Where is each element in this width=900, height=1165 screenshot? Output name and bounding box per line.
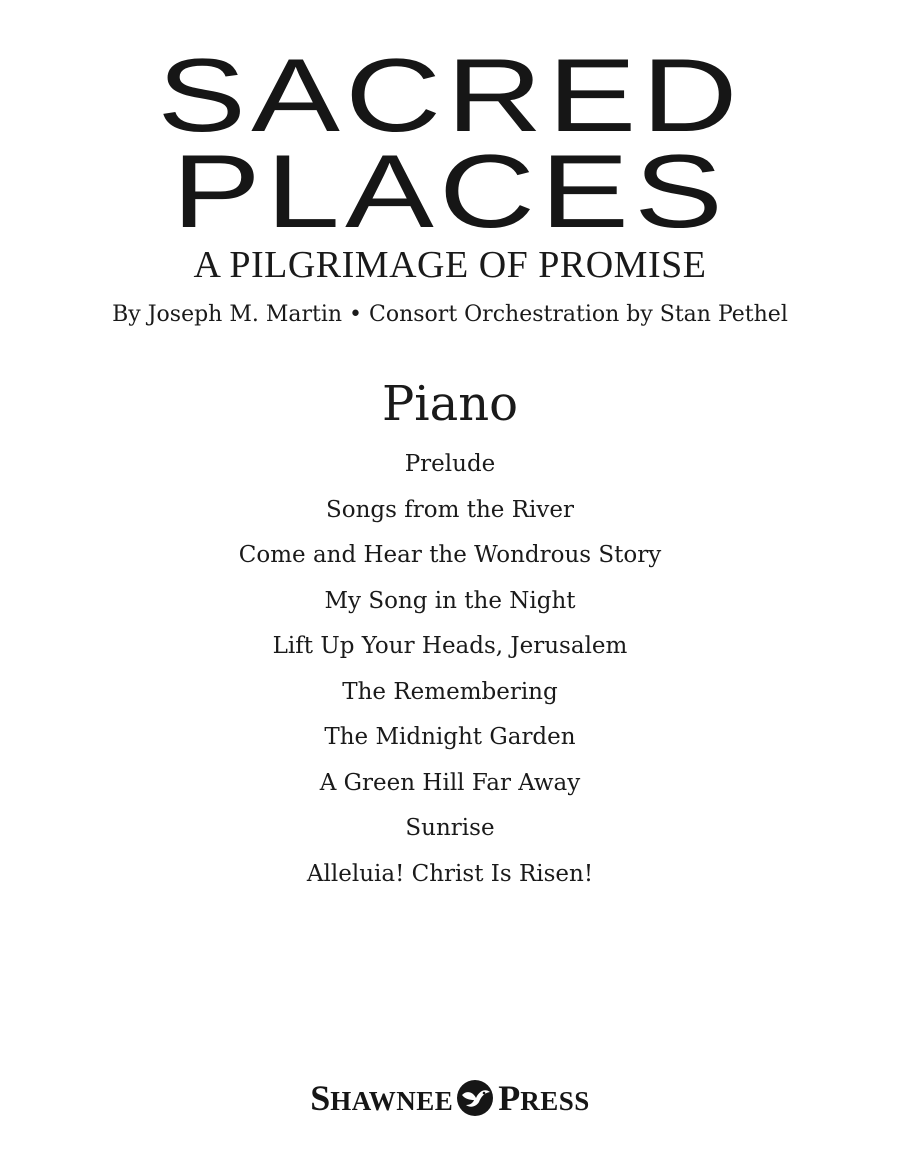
contents-item: Lift Up Your Heads, Jerusalem <box>272 633 628 659</box>
publisher-initial-2: P <box>498 1078 521 1118</box>
contents-item: A Green Hill Far Away <box>319 769 581 796</box>
contents-item: The Midnight Garden <box>324 724 576 750</box>
publisher-initial-1: S <box>310 1078 331 1118</box>
contents-item: Come and Hear the Wondrous Story <box>238 542 662 568</box>
publisher-logo <box>0 1076 900 1123</box>
contents-item: My Song in the Night <box>324 587 576 614</box>
subtitle: A PILGRIMAGE OF PROMISE <box>193 244 707 286</box>
title-line-1: SACRED <box>157 38 743 154</box>
contents-list <box>0 450 900 905</box>
dove-logo-icon <box>455 1078 495 1118</box>
contents-item: Alleluia! Christ Is Risen! <box>306 860 594 887</box>
contents-item: Songs from the River <box>326 496 574 523</box>
title-line-2: PLACES <box>171 134 729 250</box>
credits: By Joseph M. Martin • Consort Orchestration by Stan Pethel <box>112 302 788 327</box>
contents-item: Sunrise <box>405 815 495 841</box>
publisher-word-1: HAWNEE <box>330 1086 454 1116</box>
instrument-name: Piano <box>381 376 519 432</box>
contents-item: The Remembering <box>342 678 558 705</box>
publisher-word-2: RESS <box>520 1086 590 1116</box>
contents-item: Prelude <box>404 451 496 477</box>
